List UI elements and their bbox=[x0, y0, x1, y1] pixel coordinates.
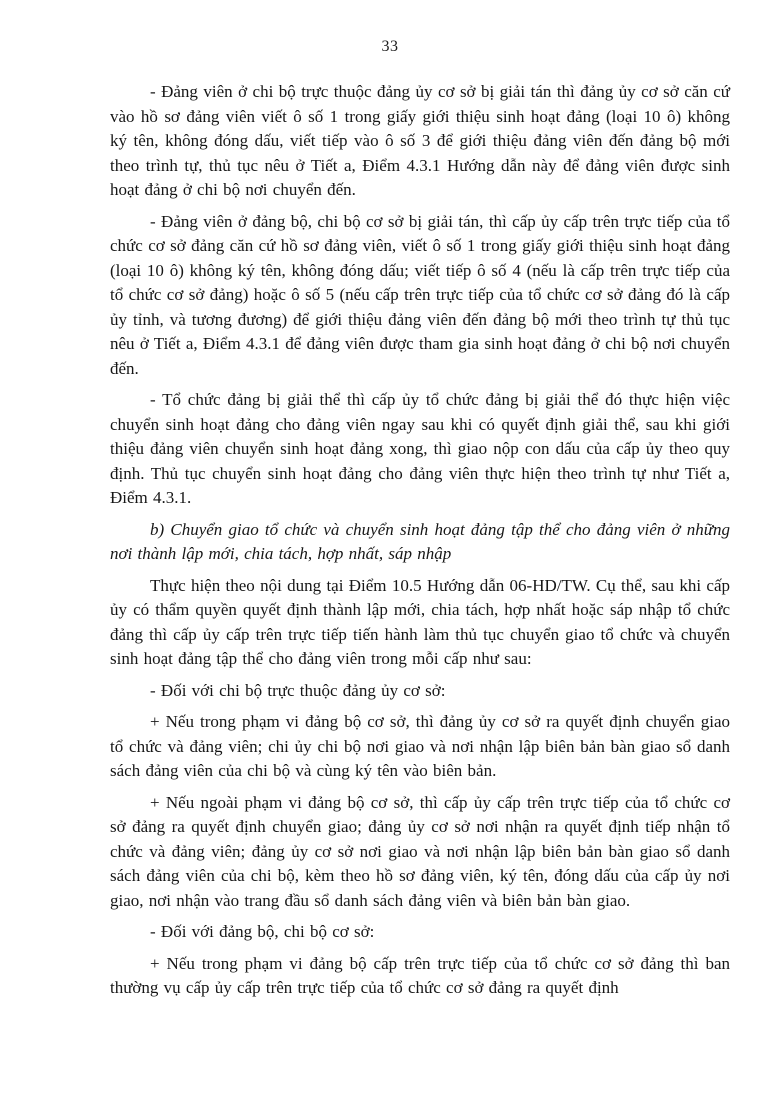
paragraph-neu-trong-pham-vi-dang-bo-co-so: + Nếu trong phạm vi đảng bộ cơ sở, thì đảng ủy cơ sở ra quyết định chuyển giao tổ chức và đảng viên; chi ủy chi bộ nơi giao và nơi nhận lập biên bản bàn giao sổ danh sách đảng viên của chi bộ và cùng ký tên vào biên bản. bbox=[110, 712, 730, 780]
paragraph-to-chuc-dang-giai-the: - Tổ chức đảng bị giải thể thì cấp ủy tổ chức đảng bị giải thể đó thực hiện việc chuyển sinh hoạt đảng cho đảng viên ngay sau khi có quyết định giải thể, sau khi giới thiệu đảng viên chuyển sinh hoạt đảng xong, thì giao nộp con dấu của cấp ủy theo quy định. Thủ tục chuyển sinh hoạt đảng cho đảng viên thực hiện theo trình tự như Tiết a, Điểm 4.3.1. bbox=[110, 390, 730, 507]
paragraph-neu-trong-pham-vi-cap-tren-truc-tiep: + Nếu trong phạm vi đảng bộ cấp trên trực tiếp của tổ chức cơ sở đảng thì ban thường vụ cấp ủy cấp trên trực tiếp của tổ chức cơ sở đảng ra quyết định bbox=[110, 953, 730, 997]
paragraph-dang-vien-chi-bo-giai-tan: - Đảng viên ở chi bộ trực thuộc đảng ủy cơ sở bị giải tán thì đảng ủy cơ sở căn cứ vào hồ sơ đảng viên viết ô số 1 trong giấy giới thiệu sinh hoạt đảng (loại 10 ô) không ký tên, không đóng dấu, viết tiếp vào ô số 3 để giới thiệu đảng viên đến đảng bộ mới theo trình tự, thủ tục nêu ở Tiết a, Điểm 4.3.1 Hướng dẫn này để đảng viên được sinh hoạt đảng ở chi bộ nơi chuyển đến. bbox=[110, 82, 730, 199]
page-number: 33 bbox=[381, 38, 399, 55]
heading-b-chuyen-giao-to-chuc: b) Chuyển giao tổ chức và chuyển sinh hoạt đảng tập thể cho đảng viên ở những nơi thành lập mới, chia tách, hợp nhất, sáp nhập bbox=[110, 519, 730, 563]
paragraph-thuc-hien-diem-10-5: Thực hiện theo nội dung tại Điểm 10.5 Hướng dẫn 06-HD/TW. Cụ thể, sau khi cấp ủy có thẩm quyền quyết định thành lập mới, chia tách, hợp nhất hoặc sáp nhập tổ chức đảng thì cấp ủy cấp trên trực tiếp tiến hành làm thủ tục chuyển giao tổ chức và chuyển sinh hoạt đảng tập thể cho đảng viên trong mỗi cấp như sau: bbox=[110, 575, 730, 668]
document-body bbox=[110, 80, 730, 1008]
paragraph-neu-ngoai-pham-vi-dang-bo-co-so: + Nếu ngoài phạm vi đảng bộ cơ sở, thì cấp ủy cấp trên trực tiếp của tổ chức cơ sở đảng ra quyết định chuyển giao; đảng ủy cơ sở nơi nhận ra quyết định tiếp nhận tổ chức và đảng viên; đảng ủy cơ sở nơi giao và nơi nhận lập biên bản bàn giao sổ danh sách đảng viên của chi bộ, kèm theo hồ sơ đảng viên, ký tên, đóng dấu của cấp ủy nơi giao, nơi nhận vào trang đầu sổ danh sách đảng viên và biên bản bàn giao. bbox=[110, 792, 730, 910]
paragraph-doi-voi-dang-bo-chi-bo-co-so: - Đối với đảng bộ, chi bộ cơ sở: bbox=[150, 922, 375, 941]
paragraph-dang-vien-dang-bo-giai-tan: - Đảng viên ở đảng bộ, chi bộ cơ sở bị giải tán, thì cấp ủy cấp trên trực tiếp của tổ chức cơ sở đảng căn cứ hồ sơ đảng viên, viết ô số 1 trong giấy giới thiệu sinh hoạt đảng (loại 10 ô) không ký tên, không đóng dấu; viết tiếp ô số 4 (nếu là cấp trên trực tiếp của tổ chức cơ sở đảng) hoặc ô số 5 (nếu cấp trên trực tiếp của tổ chức cơ sở đảng đó là cấp ủy tỉnh, và tương đương) để giới thiệu đảng viên đến đảng bộ mới theo trình tự thủ tục nêu ở Tiết a, Điểm 4.3.1 để đảng viên được tham gia sinh hoạt đảng ở chi bộ nơi chuyển đến. bbox=[110, 211, 730, 378]
paragraph-doi-voi-chi-bo-truc-thuoc: - Đối với chi bộ trực thuộc đảng ủy cơ sở: bbox=[150, 680, 446, 700]
